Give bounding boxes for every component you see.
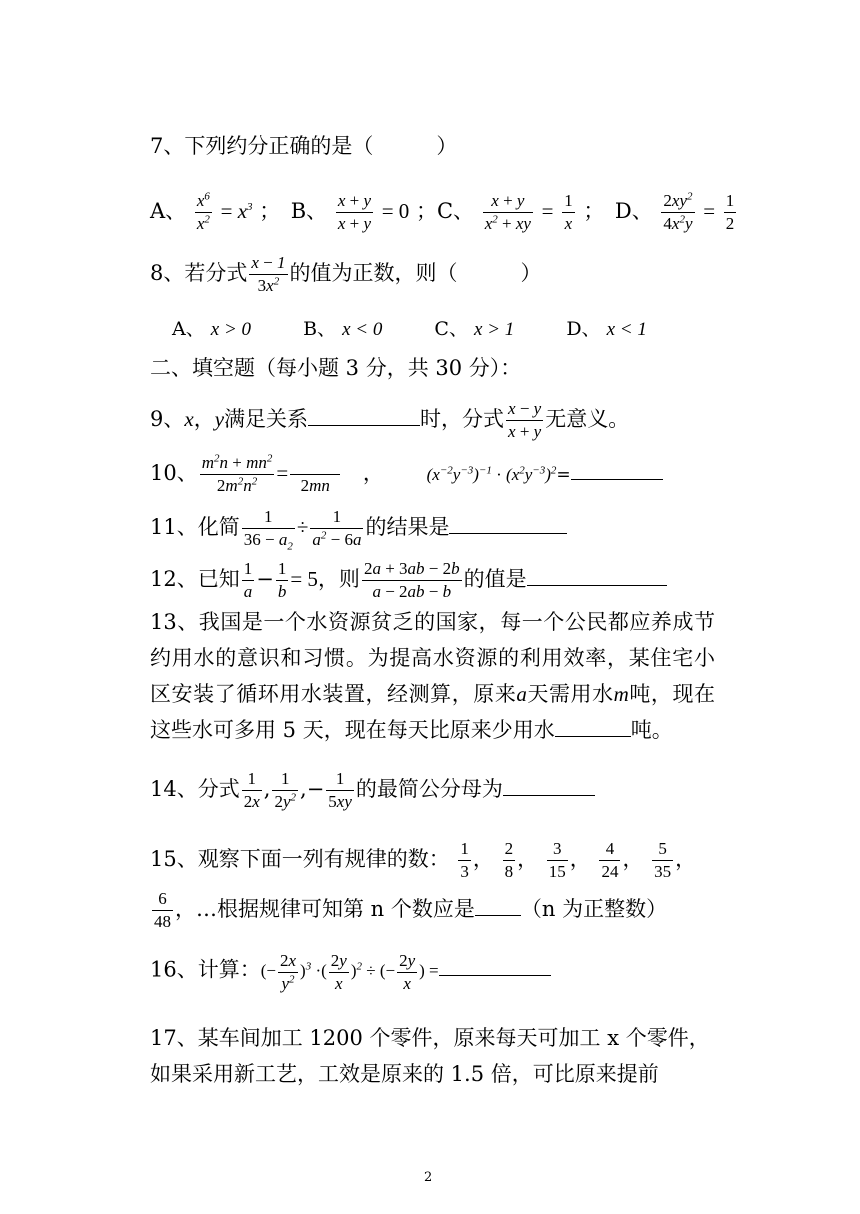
q12-fraction-b: $\frac{1}{b}$ — [277, 559, 287, 601]
q14-lead: 14、分式 — [150, 777, 240, 801]
q15-fraction-1: $\frac{1}{3}$ — [460, 839, 469, 881]
question-13 — [150, 604, 715, 748]
q8-option-a: x > 0 — [210, 319, 252, 340]
q15-tail: ，…根据规律可知第 n 个数应是 — [175, 897, 475, 921]
q13-text-1: 13、我国是一个水资源贫乏的国家，每一个公民都应养成节约用水的意识和习惯。为提高水资源的利用效率，某住宅小区安装了循环用水装置，经测算，原来 — [150, 610, 715, 706]
q10-lead: 10、 — [150, 461, 198, 485]
q15-tail-2: （n 为正整数） — [520, 897, 668, 921]
q12-mid: ，则 — [317, 567, 360, 591]
q16-expression: (− $\frac{2x}{y^2}$ )$^3$ ·( $\frac{2y}{x}$ )$^2$ ÷ (− $\frac{2y}{x}$ ) = — [260, 951, 439, 993]
q13-var-m: m — [613, 682, 629, 706]
q12-fraction-main: $\frac{2a + 3ab - 2b}{a - 2ab - b}$ — [363, 559, 460, 601]
page-number: 2 — [424, 1170, 433, 1185]
q8-option-b-label: B、 — [303, 318, 337, 340]
q12-answer-blank[interactable] — [527, 584, 667, 586]
q8-option-c-label: C、 — [434, 318, 468, 340]
q14-answer-blank[interactable] — [503, 794, 595, 796]
question-7-stem: 7、下列约分正确的是（ ） — [150, 134, 458, 158]
q15-fraction-5: $\frac{5}{35}$ — [654, 839, 672, 881]
q12-tail: 的值是 — [463, 567, 527, 591]
question-7-options — [150, 190, 738, 235]
q14-tail: 的最简公分母为 — [355, 777, 503, 801]
question-8-options — [172, 320, 647, 339]
q7-b-fraction: $\frac{x + y}{x + y}$ — [337, 191, 372, 233]
q9-answer-blank[interactable] — [308, 424, 420, 426]
question-14: 14、分式 $\frac{1}{2x}$ , $\frac{1}{2y^2}$ ,− $\frac{1}{5xy}$ 的最简公分母为 — [150, 768, 595, 813]
q9-var-x: x — [184, 407, 194, 431]
q7-option-b-label: ； B、 — [259, 199, 328, 223]
q9-lead: 9、 — [150, 407, 185, 431]
q9-fraction: $\frac{x - y}{x + y}$ — [508, 399, 542, 441]
q7-option-d-label: ； D、 — [583, 199, 653, 223]
q9-mid-2: 时，分式 — [420, 407, 505, 431]
q10-expression: $(x^{-2}y^{-3})^{-1} \cdot (x^2y^{-3})^2$ — [426, 464, 557, 484]
q7-option-c-label: ；C、 — [415, 199, 475, 223]
q10-equals: = — [556, 465, 571, 485]
question-10: 10、 $\frac{m^2n + mn^2}{2m^2n^2}$ = 2mn ， $(x^{-2}y^{-3})^{-1} \cdot (x^2y^{-3})^2=$ — [150, 452, 663, 497]
q7-c-rhs: = — [541, 199, 554, 223]
question-8-stem — [150, 252, 542, 297]
q10-target-fraction: 2mn — [290, 452, 340, 497]
q15-lead: 15、观察下面一列有规律的数： — [150, 847, 450, 871]
section-2-heading: 二、填空题（每小题 3 分，共 30 分）： — [150, 356, 522, 380]
q8-fraction: $\frac{x - 1}{3x^2}$ — [251, 253, 286, 295]
q13-var-a: a — [516, 682, 527, 706]
q9-mid: 满足关系 — [224, 407, 309, 431]
q15-fraction-3: $\frac{3}{15}$ — [548, 839, 566, 881]
q8-option-d: x < 1 — [606, 319, 647, 340]
q10-answer-blank[interactable] — [571, 478, 663, 480]
q7-a-rhs: = $x^3$ — [220, 199, 253, 223]
q10-fraction: $\frac{m^2n + mn^2}{2m^2n^2}$ — [201, 452, 273, 495]
q7-d-rhs: = — [703, 199, 716, 223]
q16-lead: 16、计算： — [150, 957, 261, 982]
q9-comma: ， — [193, 407, 215, 431]
q15-fraction-6: $\frac{6}{48}$ — [154, 889, 171, 931]
q13-text-2: 天需用水 — [526, 682, 614, 706]
q11-fraction-2: $\frac{1}{a^2 - 6a}$ — [312, 507, 362, 549]
q9-tail: 无意义。 — [545, 407, 630, 431]
q8-tail: 的值为正数，则（ ） — [289, 261, 542, 285]
q8-lead: 8、若分式 — [150, 261, 248, 285]
q15-answer-blank[interactable] — [475, 914, 521, 916]
q11-tail: 的结果是 — [365, 515, 450, 539]
q7-d-fraction: $\frac{2xy^2}{4x^2y}$ — [663, 190, 693, 233]
q13-answer-blank[interactable] — [555, 735, 631, 737]
q7-d-rhs-fraction: $\frac{1}{2}$ — [725, 191, 735, 233]
question-12: 12、已知 $\frac{1}{a}$ − $\frac{1}{b}$ = 5，则 $\frac{2a + 3ab - 2b}{a - 2ab - b}$ 的值是 — [150, 558, 667, 603]
q9-var-y: y — [214, 407, 225, 431]
q8-option-b: x < 0 — [342, 319, 383, 340]
q14-fraction-2: $\frac{1}{2y^2}$ — [274, 769, 297, 811]
question-17-line-2: 如果采用新工艺，工效是原来的 1.5 倍，可比原来提前 — [150, 1062, 659, 1086]
q11-answer-blank[interactable] — [449, 532, 567, 534]
question-11: 11、化简 $\frac{1}{36 - a_2}$ ÷ $\frac{1}{a^2 - 6a}$ 的结果是 — [150, 506, 567, 551]
q15-fraction-4: $\frac{4}{24}$ — [601, 839, 619, 881]
q7-option-a-label: A、 — [150, 199, 187, 223]
q11-fraction-1: $\frac{1}{36 - a_2}$ — [243, 507, 293, 553]
q14-fraction-1: $\frac{1}{2x}$ — [243, 769, 260, 811]
q7-b-rhs: = 0 — [381, 199, 410, 223]
q15-fraction-2: $\frac{2}{8}$ — [504, 839, 514, 881]
q7-a-fraction: $\frac{x^6}{x^2}$ — [196, 190, 210, 233]
q10-separator: ， — [362, 461, 384, 485]
q8-option-c: x > 1 — [474, 319, 515, 340]
question-16 — [150, 950, 551, 995]
q16-answer-blank[interactable] — [439, 974, 551, 976]
q14-fraction-3: $\frac{1}{5xy}$ — [328, 769, 352, 811]
q11-lead: 11、化简 — [150, 515, 240, 539]
q8-option-a-label: A、 — [172, 318, 205, 340]
q8-option-d-label: D、 — [566, 318, 601, 340]
q12-fraction-a: $\frac{1}{a}$ — [243, 559, 253, 601]
question-15-continued — [150, 888, 667, 933]
q7-c-fraction: $\frac{x + y}{x^2 + xy}$ — [484, 191, 531, 233]
q7-c-rhs-fraction: $\frac{1}{x}$ — [564, 191, 573, 233]
question-9 — [150, 398, 629, 443]
q13-text-4: 吨。 — [630, 718, 673, 742]
q13-text-3: 吨，现在这些水可多用 5 天，现在每天比原来少用水 — [150, 682, 716, 742]
q12-lead: 12、已知 — [150, 567, 240, 591]
question-15: 15、观察下面一列有规律的数： $\frac{1}{3}$ ， $\frac{2}{8}$ ， $\frac{3}{15}$ ， $\frac{4}{24}$ ， $\frac{5}{35}$ ， — [150, 839, 697, 881]
question-17-line-1: 17、某车间加工 1200 个零件，原来每天可加工 x 个零件， — [150, 1026, 710, 1050]
